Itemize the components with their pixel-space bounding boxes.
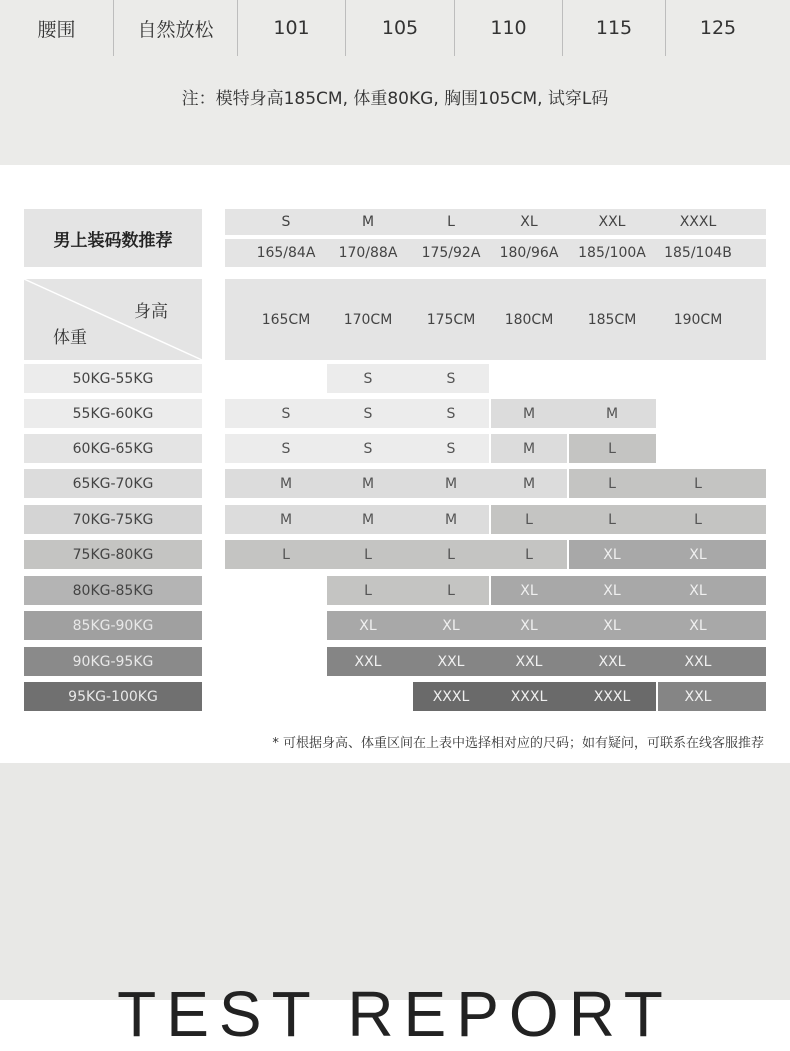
weight-axis-label: 体重 bbox=[53, 328, 87, 348]
chart-title: 男上装码数推荐 bbox=[24, 209, 202, 267]
size-cell-xl: XL bbox=[689, 582, 707, 599]
height-header: 180CM bbox=[504, 311, 554, 328]
waist-row-section bbox=[0, 0, 790, 165]
waist-value: 105 bbox=[346, 0, 455, 56]
size-cell-m: M bbox=[522, 440, 536, 457]
size-cell-xl: XL bbox=[689, 546, 707, 563]
size-header-s: S bbox=[281, 214, 291, 230]
size-cell-xl: XL bbox=[603, 546, 621, 563]
size-cell-l: L bbox=[447, 546, 455, 563]
size-cell-xxxl: XXXL bbox=[593, 688, 631, 705]
size-header-xl: XL bbox=[520, 214, 538, 230]
code-header: 175/92A bbox=[421, 245, 481, 261]
weight-label: 50KG-55KG bbox=[24, 364, 202, 393]
height-axis-label: 身高 bbox=[134, 302, 168, 322]
size-cell-l: L bbox=[608, 475, 616, 492]
weight-label: 70KG-75KG bbox=[24, 505, 202, 534]
size-header-xxxl: XXXL bbox=[679, 214, 717, 230]
waist-value: 110 bbox=[455, 0, 563, 56]
size-cell-m: M bbox=[605, 405, 619, 422]
footnote: * 可根据身高、体重区间在上表中选择相对应的尺码；如有疑问，可联系在线客服推荐 bbox=[272, 736, 764, 751]
size-cell-xl: XL bbox=[520, 617, 538, 634]
size-cell-m: M bbox=[361, 475, 375, 492]
size-cell-xxl: XXL bbox=[354, 653, 382, 670]
size-cell-xl: XL bbox=[359, 617, 377, 634]
test-report-heading: TEST REPORT bbox=[117, 978, 673, 1050]
code-header: 170/88A bbox=[338, 245, 398, 261]
size-cell-xxl: XXL bbox=[684, 653, 712, 670]
size-cell-xxl: XXL bbox=[684, 688, 712, 705]
size-cell-l: L bbox=[608, 511, 616, 528]
size-cell-xxl: XXL bbox=[437, 653, 465, 670]
size-header-l: L bbox=[447, 214, 455, 230]
weight-label: 90KG-95KG bbox=[24, 647, 202, 676]
size-cell-xl: XL bbox=[603, 582, 621, 599]
size-cell-xxxl: XXXL bbox=[432, 688, 470, 705]
height-header: 175CM bbox=[426, 311, 476, 328]
waist-label: 腰围 bbox=[0, 0, 114, 56]
test-report-section bbox=[0, 763, 790, 1050]
size-cell-xl: XL bbox=[520, 582, 538, 599]
size-cell-s: S bbox=[281, 440, 291, 457]
size-cell-l: L bbox=[525, 511, 533, 528]
diagonal-divider bbox=[24, 279, 202, 360]
size-cell-l: L bbox=[525, 546, 533, 563]
size-cell-s: S bbox=[363, 440, 373, 457]
size-header-xxl: XXL bbox=[598, 214, 626, 230]
size-cell-m: M bbox=[361, 511, 375, 528]
weight-label: 75KG-80KG bbox=[24, 540, 202, 569]
size-cell-l: L bbox=[694, 511, 702, 528]
size-cell-m: M bbox=[444, 475, 458, 492]
height-header: 190CM bbox=[673, 311, 723, 328]
waist-value: 115 bbox=[563, 0, 666, 56]
height-header: 165CM bbox=[261, 311, 311, 328]
size-cell-m: M bbox=[522, 475, 536, 492]
code-header: 185/100A bbox=[578, 245, 646, 261]
size-cell-s: S bbox=[446, 370, 456, 387]
size-cell-l: L bbox=[364, 546, 372, 563]
size-cell-s: S bbox=[363, 405, 373, 422]
size-cell-l: L bbox=[364, 582, 372, 599]
weight-label: 65KG-70KG bbox=[24, 469, 202, 498]
size-cell-s: S bbox=[363, 370, 373, 387]
size-cell-xxxl: XXXL bbox=[510, 688, 548, 705]
size-cell-xl: XL bbox=[689, 617, 707, 634]
corner-header bbox=[24, 279, 202, 360]
code-header: 180/96A bbox=[499, 245, 559, 261]
size-cell-xxl: XXL bbox=[515, 653, 543, 670]
relaxed-label: 自然放松 bbox=[114, 0, 238, 56]
code-header: 185/104B bbox=[664, 245, 732, 261]
code-header: 165/84A bbox=[256, 245, 316, 261]
size-cell-m: M bbox=[279, 511, 293, 528]
size-cell-xl: XL bbox=[442, 617, 460, 634]
size-cell-l: L bbox=[608, 440, 616, 457]
size-cell-s: S bbox=[281, 405, 291, 422]
weight-label: 60KG-65KG bbox=[24, 434, 202, 463]
weight-label: 85KG-90KG bbox=[24, 611, 202, 640]
weight-label: 55KG-60KG bbox=[24, 399, 202, 428]
weight-label: 80KG-85KG bbox=[24, 576, 202, 605]
size-cell-m: M bbox=[279, 475, 293, 492]
size-cell-xl: XL bbox=[603, 617, 621, 634]
size-cell-l: L bbox=[282, 546, 290, 563]
size-cell-m: M bbox=[444, 511, 458, 528]
size-cell-s: S bbox=[446, 405, 456, 422]
size-header-m: M bbox=[361, 214, 375, 230]
size-cell-xxl: XXL bbox=[598, 653, 626, 670]
height-header: 170CM bbox=[343, 311, 393, 328]
size-cell-l: L bbox=[447, 582, 455, 599]
height-header: 185CM bbox=[587, 311, 637, 328]
weight-label: 95KG-100KG bbox=[24, 682, 202, 711]
model-note: 注：模特身高185CM, 体重80KG, 胸围105CM, 试穿L码 bbox=[181, 89, 609, 109]
size-cell-l: L bbox=[694, 475, 702, 492]
waist-value: 101 bbox=[238, 0, 346, 56]
waist-value: 125 bbox=[699, 17, 737, 39]
size-cell-m: M bbox=[522, 405, 536, 422]
size-cell-s: S bbox=[446, 440, 456, 457]
